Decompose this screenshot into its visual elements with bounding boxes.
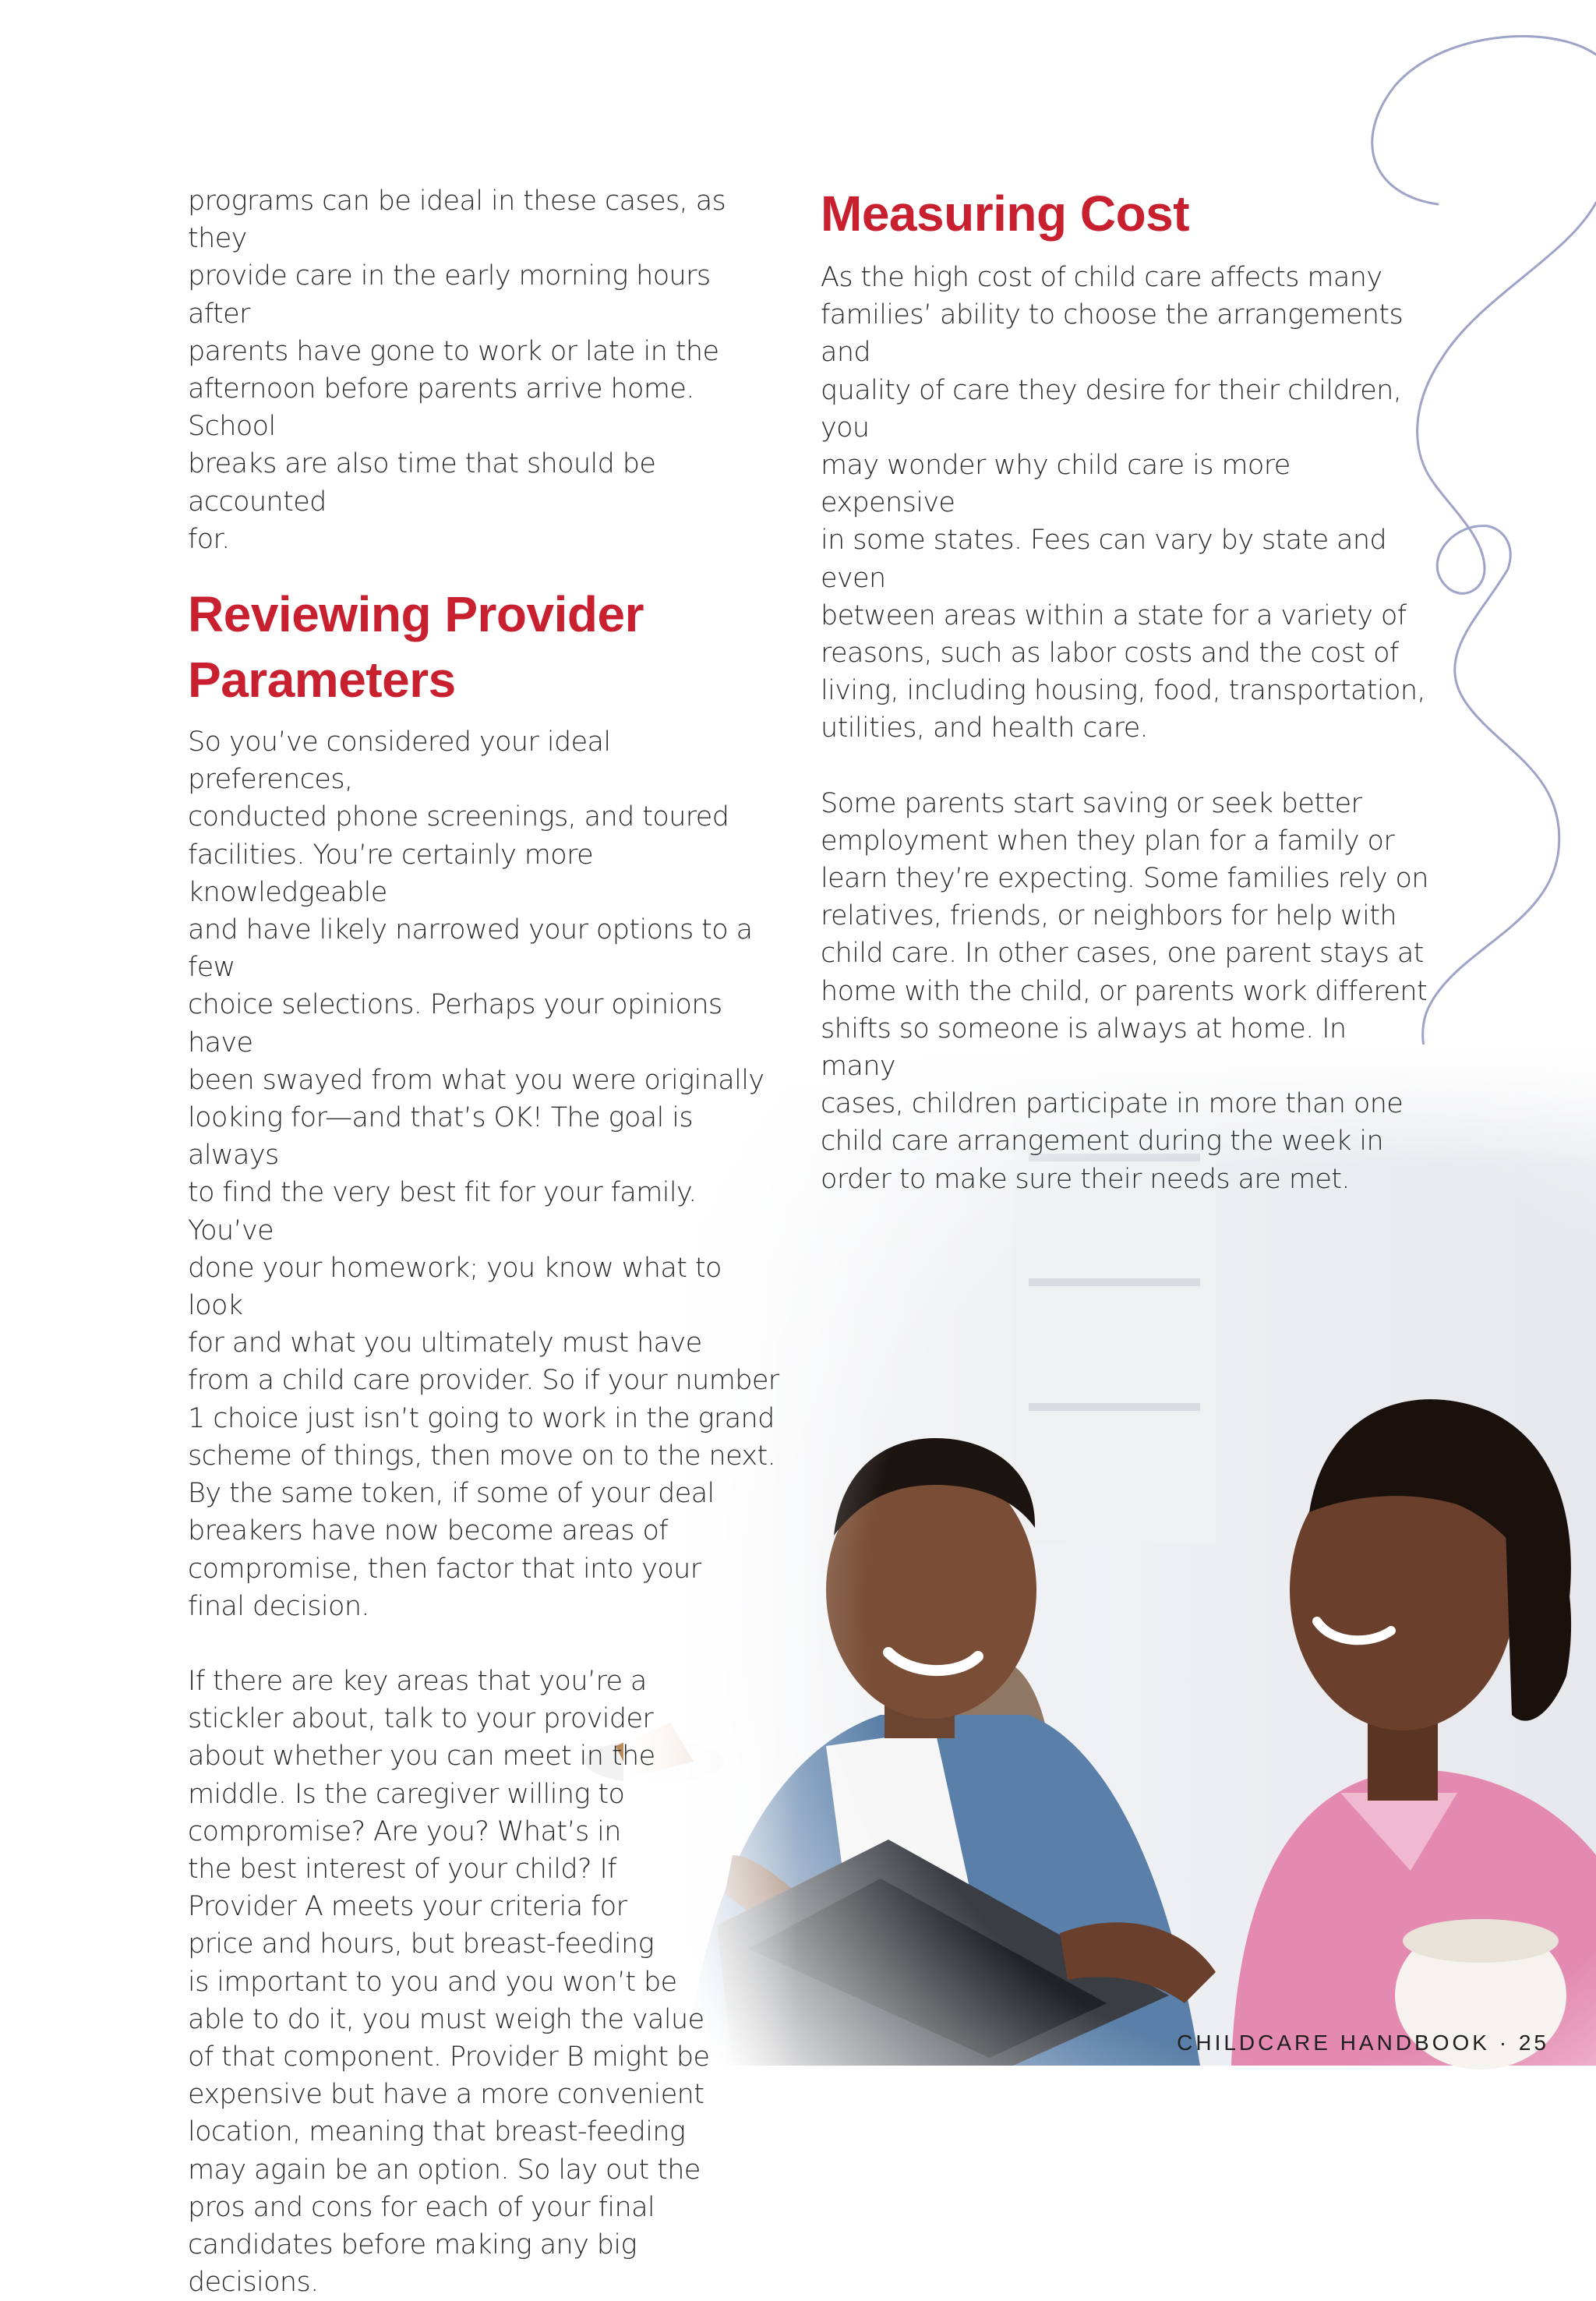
page-footer: CHILDCARE HANDBOOK · 25: [1177, 2031, 1549, 2055]
section-heading-measuring-cost: Measuring Cost: [821, 186, 1190, 242]
section-heading-reviewing-provider-parameters: Reviewing Provider Parameters: [188, 586, 644, 709]
intro-paragraph: programs can be ideal in these cases, as they provide care in the early morning hours after parents have gone to work or late in the afternoon before parents arrive home. School breaks are also time that should be accounted for.: [188, 186, 726, 555]
body-paragraph: As the high cost of child care affects many families’ ability to choose the arrangements and quality of care they desire for their children, you may wonder why child care is more expensive in some states. Fees can vary by state and even between areas within a state for a variety of reasons, such as labor costs and the cost of living, including housing, food, transportation, utilities, and health care.: [821, 262, 1425, 744]
right-column: [821, 181, 1428, 1198]
left-column: [188, 182, 780, 2301]
body-paragraph: So you’ve considered your ideal preferences, conducted phone screenings, and toured facilities. You’re certainly more knowledgeable and have likely narrowed your options to a few choice selections. Perhaps your opinions have been swayed from what you were originally looking for—and that’s OK! The goal is always to find the very best fit for your family. You’ve done your homework; you know what to look for and what you ultimately must have from a child care provider. So if your number 1 choice just isn’t going to work in the grand scheme of things, then move on to the next. By the same token, if some of your deal breakers have now become areas of compromise, then factor that into your final decision.: [188, 726, 779, 1622]
body-paragraph: If there are key areas that you’re a stickler about, talk to your provider about whether you can meet in the middle. Is the caregiver willing to compromise? Are you? What’s in the best interest of your child? If Provider A meets your criteria for price and hours, but breast-feeding is important to you and you won’t be able to do it, you must weigh the value of that component. Provider B might be expensive but have a more convenient location, meaning that breast-feeding may again be an option. So lay out the pros and cons for each of your final candidates before making any big decisions.: [188, 1665, 710, 2299]
body-paragraph: Some parents start saving or seek better employment when they plan for a family or learn they’re expecting. Some families rely on relatives, friends, or neighbors for help with child care. In other cases, one parent stays at home with the child, or parents work different shifts so someone is always at home. In many cases, children participate in more than one child care arrangement during the week in order to make sure their needs are met.: [821, 787, 1428, 1195]
